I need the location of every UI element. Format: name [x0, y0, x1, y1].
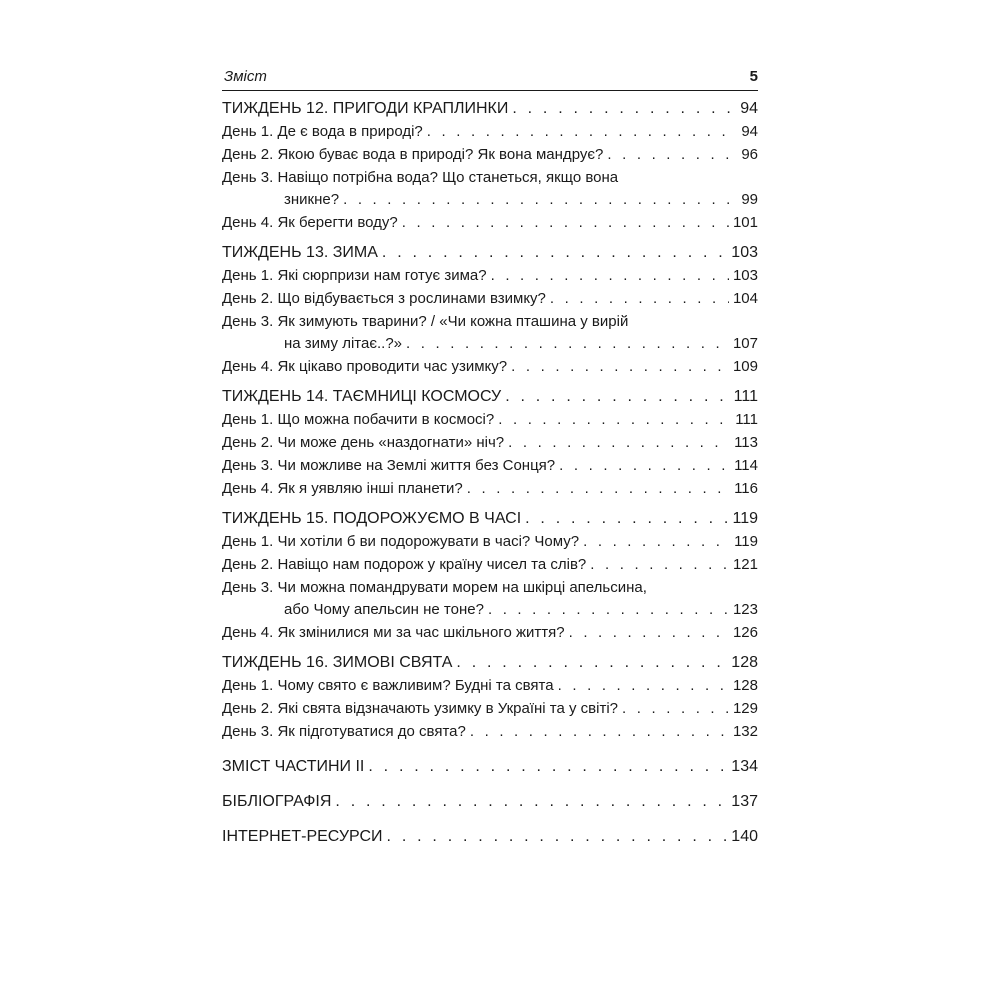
toc-entry-day[interactable]	[222, 432, 758, 454]
toc-entry-day[interactable]	[222, 212, 758, 234]
toc-entry-day[interactable]	[222, 675, 758, 697]
dot-leader	[511, 356, 729, 378]
toc-page: 94	[741, 123, 758, 140]
dot-leader	[508, 432, 730, 454]
dot-leader	[607, 144, 737, 166]
header-page-number: 5	[749, 68, 758, 85]
dot-leader	[387, 826, 728, 848]
toc-page: 99	[741, 191, 758, 208]
toc-page: 128	[731, 654, 758, 671]
dot-leader	[569, 622, 729, 644]
toc-page: 96	[741, 146, 758, 163]
toc-label-line1: День 3. Як зимують тварини? / «Чи кожна пташина у вирій	[222, 313, 629, 330]
toc-label: День 2. Навіщо нам подорож у країну чисел та слів?	[222, 556, 587, 573]
toc-label: День 2. Чи може день «наздогнати» ніч?	[222, 434, 505, 451]
dot-leader	[590, 554, 729, 576]
toc-label: День 4. Як я уявляю інші планети?	[222, 480, 463, 497]
toc-label: ТИЖДЕНЬ 13. ЗИМА	[222, 244, 378, 261]
toc-page: 119	[732, 510, 758, 527]
toc-page: 137	[731, 793, 758, 810]
table-of-contents	[222, 96, 758, 848]
header-title: Зміст	[224, 68, 267, 85]
dot-leader	[402, 212, 729, 234]
toc-page: 103	[731, 244, 758, 261]
toc-label: День 2. Які свята відзначають узимку в Україні та у світі?	[222, 700, 619, 717]
toc-page: 113	[734, 434, 758, 451]
dot-leader	[559, 455, 730, 477]
toc-entry-day[interactable]	[222, 622, 758, 644]
toc-label: День 2. Що відбувається з рослинами взимку?	[222, 290, 546, 307]
toc-label-line1: День 3. Навіщо потрібна вода? Що станеться, якщо вона	[222, 169, 619, 186]
dot-leader	[467, 478, 730, 500]
dot-leader	[622, 698, 729, 720]
toc-entry-day[interactable]	[222, 577, 758, 621]
toc-page: 140	[731, 828, 758, 845]
toc-page: 128	[732, 677, 758, 694]
toc-entry-week[interactable]	[222, 386, 758, 408]
toc-entry-day[interactable]	[222, 554, 758, 576]
toc-entry-day[interactable]	[222, 265, 758, 287]
toc-label: День 1. Чи хотіли б ви подорожувати в часі? Чому?	[222, 533, 580, 550]
toc-page: 111	[733, 388, 758, 405]
toc-label: або Чому апельсин не тоне?	[284, 601, 484, 618]
toc-entry-day[interactable]	[222, 721, 758, 743]
toc-entry-day[interactable]	[222, 311, 758, 355]
running-header	[222, 64, 758, 91]
toc-label-line1: День 3. Чи можна помандрувати морем на шкірці апельсина,	[222, 579, 647, 596]
toc-label: ТИЖДЕНЬ 14. ТАЄМНИЦІ КОСМОСУ	[222, 388, 502, 405]
toc-page: 134	[731, 758, 758, 775]
toc-page: 121	[732, 556, 758, 573]
toc-label: ТИЖДЕНЬ 12. ПРИГОДИ КРАПЛИНКИ	[222, 100, 509, 117]
toc-label: День 4. Як цікаво проводити час узимку?	[222, 358, 508, 375]
toc-entry-day[interactable]	[222, 409, 758, 431]
dot-leader	[406, 333, 729, 355]
dot-leader	[505, 386, 729, 408]
toc-label: День 3. Чи можливе на Землі життя без Сонця?	[222, 457, 556, 474]
toc-entry-day[interactable]	[222, 478, 758, 500]
dot-leader	[470, 721, 729, 743]
toc-page: 103	[732, 267, 758, 284]
toc-entry-week[interactable]	[222, 652, 758, 674]
toc-page: 119	[734, 533, 758, 550]
toc-label: ІНТЕРНЕТ-РЕСУРСИ	[222, 828, 383, 845]
toc-page: 132	[732, 723, 758, 740]
toc-page: 116	[734, 480, 758, 497]
toc-page: 104	[732, 290, 758, 307]
dot-leader	[343, 189, 737, 211]
dot-leader	[583, 531, 730, 553]
toc-label: День 1. Де є вода в природі?	[222, 123, 423, 140]
toc-label: День 3. Як підготуватися до свята?	[222, 723, 466, 740]
toc-entry-day[interactable]	[222, 167, 758, 211]
toc-label: ТИЖДЕНЬ 15. ПОДОРОЖУЄМО В ЧАСІ	[222, 510, 522, 527]
toc-label: БІБЛІОГРАФІЯ	[222, 793, 332, 810]
toc-entry-day[interactable]	[222, 531, 758, 553]
dot-leader	[558, 675, 729, 697]
toc-entry-day[interactable]	[222, 698, 758, 720]
toc-entry-day[interactable]	[222, 121, 758, 143]
dot-leader	[550, 288, 729, 310]
toc-label: на зиму літає..?»	[284, 335, 403, 352]
toc-label: День 2. Якою буває вода в природі? Як вона мандрує?	[222, 146, 604, 163]
toc-entry-day[interactable]	[222, 144, 758, 166]
toc-page: 107	[732, 335, 758, 352]
dot-leader	[512, 98, 736, 120]
toc-page: 109	[732, 358, 758, 375]
toc-entry-section[interactable]	[222, 756, 758, 778]
toc-label: День 4. Як берегти воду?	[222, 214, 398, 231]
toc-page: 114	[734, 457, 758, 474]
toc-label: ТИЖДЕНЬ 16. ЗИМОВІ СВЯТА	[222, 654, 453, 671]
toc-page: 101	[732, 214, 758, 231]
dot-leader	[491, 265, 729, 287]
dot-leader	[335, 791, 727, 813]
dot-leader	[488, 599, 729, 621]
toc-entry-section[interactable]	[222, 826, 758, 848]
toc-entry-day[interactable]	[222, 455, 758, 477]
dot-leader	[456, 652, 727, 674]
toc-label: День 1. Що можна побачити в космосі?	[222, 411, 495, 428]
toc-label: зникне?	[284, 191, 340, 208]
toc-page: 129	[732, 700, 758, 717]
toc-label: ЗМІСТ ЧАСТИНИ ІІ	[222, 758, 365, 775]
toc-label: День 4. Як змінилися ми за час шкільного життя?	[222, 624, 565, 641]
dot-leader	[382, 242, 727, 264]
toc-label: День 1. Які сюрпризи нам готує зима?	[222, 267, 487, 284]
toc-label: День 1. Чому свято є важливим? Будні та свята	[222, 677, 554, 694]
dot-leader	[498, 409, 731, 431]
toc-entry-section[interactable]	[222, 791, 758, 813]
toc-page: 126	[732, 624, 758, 641]
dot-leader	[368, 756, 727, 778]
toc-entry-week[interactable]	[222, 508, 758, 530]
toc-page: 123	[732, 601, 758, 618]
toc-page: 94	[740, 100, 758, 117]
toc-entry-day[interactable]	[222, 356, 758, 378]
dot-leader	[525, 508, 728, 530]
toc-entry-week[interactable]	[222, 98, 758, 120]
toc-page: 111	[735, 411, 758, 428]
toc-entry-day[interactable]	[222, 288, 758, 310]
dot-leader	[427, 121, 738, 143]
toc-entry-week[interactable]	[222, 242, 758, 264]
